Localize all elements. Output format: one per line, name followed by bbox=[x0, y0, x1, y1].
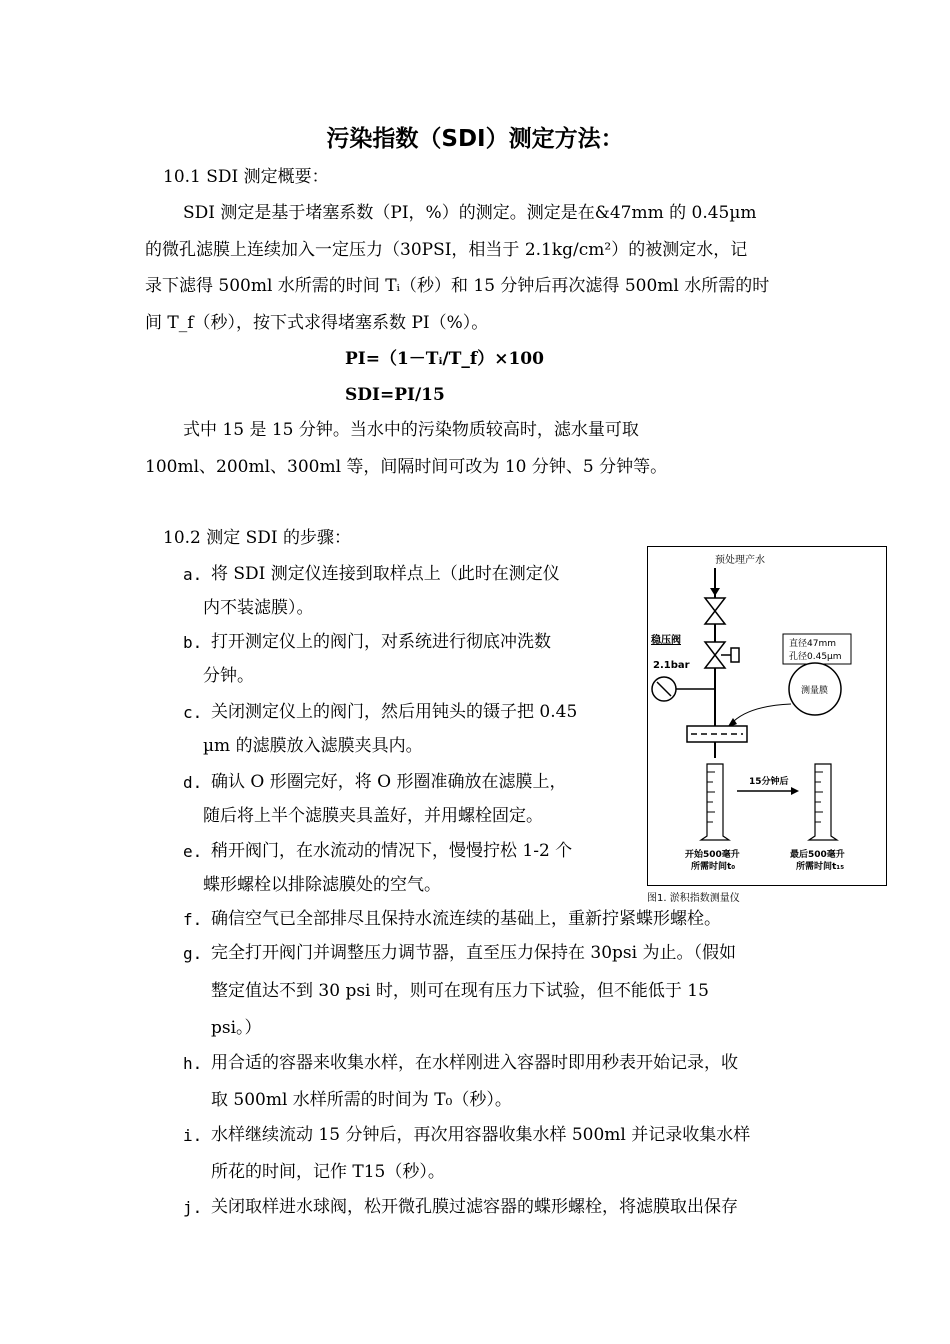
step-label: i. bbox=[183, 1126, 203, 1145]
svg-text:孔径0.45µm: 孔径0.45µm bbox=[789, 652, 842, 662]
step-label: d. bbox=[183, 773, 203, 792]
step-label: b. bbox=[183, 633, 203, 652]
start-time-label: 所需时间t₀ bbox=[691, 862, 736, 872]
step-line: 确信空气已全部排尽且保持水流连续的基础上，重新拧紧蝶形螺栓。 bbox=[211, 909, 721, 929]
step-label: c. bbox=[183, 703, 203, 722]
step-line: 随后将上半个滤膜夹具盖好，并用螺栓固定。 bbox=[203, 806, 543, 826]
step-label: e. bbox=[183, 842, 203, 861]
formula-sdi: SDI=PI/15 bbox=[345, 385, 445, 405]
step-label: f. bbox=[183, 910, 203, 929]
page-title: 污染指数（SDI）测定方法： bbox=[326, 126, 624, 152]
step-line: 关闭测定仪上的阀门，然后用钝头的镊子把 0.45 bbox=[211, 702, 578, 722]
step-label: h. bbox=[183, 1054, 203, 1073]
step-line: 所花的时间，记作 T15（秒）。 bbox=[211, 1162, 445, 1182]
membrane-spec-callout bbox=[783, 634, 851, 664]
paragraph-line: SDI 测定是基于堵塞系数（PI，%）的测定。测定是在&47mm 的 0.45µm bbox=[183, 203, 757, 223]
step-label: j. bbox=[183, 1198, 203, 1217]
regulator-label: 稳压阀 bbox=[651, 635, 681, 646]
step-line: µm 的滤膜放入滤膜夹具内。 bbox=[203, 736, 423, 756]
step-line: 内不装滤膜）。 bbox=[203, 598, 314, 618]
paragraph-line: 录下滤得 500ml 水所需的时间 Tᵢ（秒）和 15 分钟后再次滤得 500ml 水所需的时 bbox=[145, 276, 770, 296]
step-line: 确认 O 形圈完好，将 O 形圈准确放在滤膜上， bbox=[211, 772, 567, 792]
membrane-label: 测量膜 bbox=[801, 686, 829, 696]
start-label: 开始500毫升 bbox=[685, 850, 740, 860]
step-line: 水样继续流动 15 分钟后，再次用容器收集水样 500ml 并记录收集水样 bbox=[211, 1125, 751, 1145]
end-label: 最后500毫升 bbox=[790, 850, 845, 860]
step-line: 分钟。 bbox=[203, 666, 254, 686]
step-line: 取 500ml 水样所需的时间为 T₀（秒）。 bbox=[211, 1090, 512, 1110]
figure-caption: 图1. 淤积指数测量仪 bbox=[647, 893, 740, 904]
step-line: 完全打开阀门并调整压力调节器，直至压力保持在 30psi 为止。（假如 bbox=[211, 943, 736, 963]
section-2-heading: 10.2 测定 SDI 的步骤： bbox=[163, 528, 352, 548]
step-line: 将 SDI 测定仪连接到取样点上（此时在测定仪 bbox=[211, 564, 560, 584]
svg-text:直径47mm: 直径47mm bbox=[789, 639, 836, 649]
end-time-label: 所需时间t₁₅ bbox=[796, 862, 845, 872]
inlet-label: 预处理产水 bbox=[715, 555, 765, 566]
section-1-heading: 10.1 SDI 测定概要： bbox=[163, 167, 329, 187]
after-label: 15分钟后 bbox=[749, 777, 789, 787]
step-line: 关闭取样进水球阀，松开微孔膜过滤容器的蝶形螺栓，将滤膜取出保存 bbox=[211, 1197, 738, 1217]
step-line: 蝶形螺栓以排除滤膜处的空气。 bbox=[203, 875, 441, 895]
paragraph-line: 的微孔滤膜上连续加入一定压力（30PSI，相当于 2.1kg/cm²）的被测定水，记 bbox=[145, 240, 748, 260]
formula-pi: PI=（1－Tᵢ/T_f）×100 bbox=[345, 349, 544, 369]
step-line: 稍开阀门，在水流动的情况下，慢慢拧松 1-2 个 bbox=[211, 841, 573, 861]
step-line: psi。） bbox=[211, 1018, 262, 1038]
step-line: 整定值达不到 30 psi 时，则可在现有压力下试验，但不能低于 15 bbox=[211, 981, 709, 1001]
step-label: a. bbox=[183, 565, 203, 584]
step-line: 用合适的容器来收集水样，在水样刚进入容器时即用秒表开始记录，收 bbox=[211, 1053, 738, 1073]
filter-holder-icon bbox=[687, 726, 747, 742]
step-line: 打开测定仪上的阀门，对系统进行彻底冲洗数 bbox=[211, 632, 551, 652]
pressure-label: 2.1bar bbox=[653, 660, 690, 671]
paragraph-line: 间 T_f（秒），按下式求得堵塞系数 PI（%）。 bbox=[145, 313, 489, 333]
sdi-apparatus-figure bbox=[647, 546, 887, 886]
note-line: 式中 15 是 15 分钟。当水中的污染物质较高时，滤水量可取 bbox=[183, 420, 639, 440]
note-line: 100ml、200ml、300ml 等，间隔时间可改为 10 分钟、5 分钟等。 bbox=[145, 457, 668, 477]
step-label: g. bbox=[183, 944, 203, 963]
